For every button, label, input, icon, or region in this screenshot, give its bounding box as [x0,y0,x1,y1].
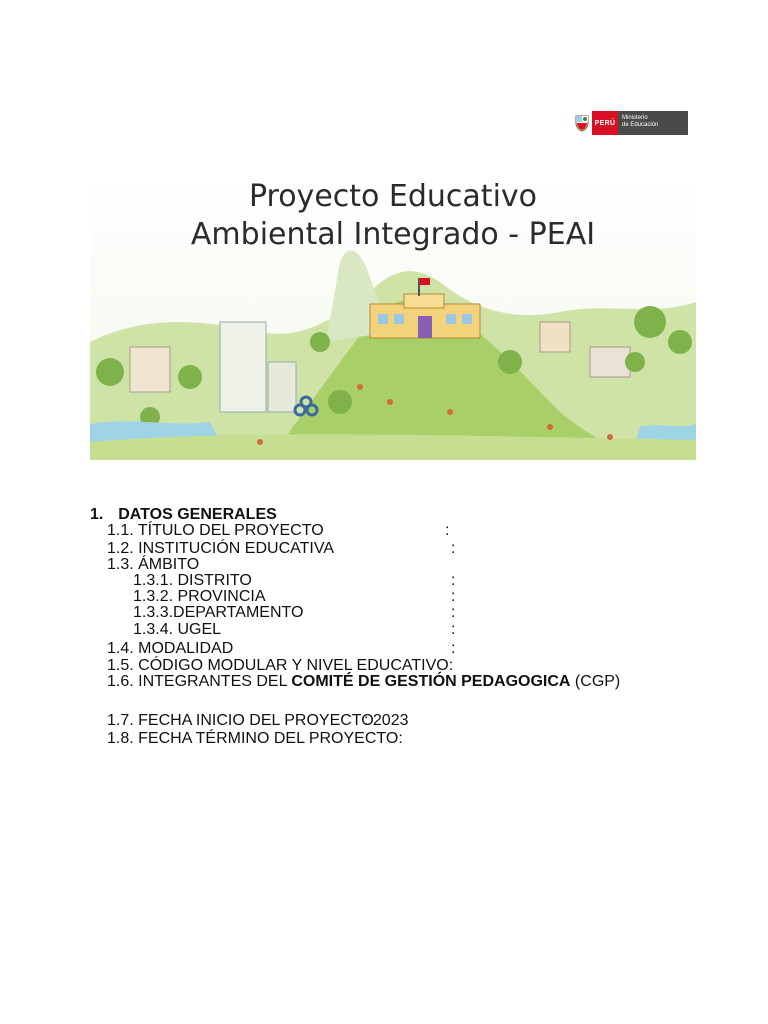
section-number: 1. [90,506,104,523]
field-separator: : [451,640,456,657]
field-label: 1.2. INSTITUCIÓN EDUCATIVA [107,540,334,557]
ministry-logo [572,111,688,135]
field-label-bold: COMITÉ DE GESTIÓN PEDAGOGICA [291,673,571,690]
title-line-1: Proyecto Educativo [248,179,538,214]
field-start-date [107,712,374,730]
field-label: 1.6. INTEGRANTES DEL [107,673,292,690]
field-label-suffix: (CGP) [570,673,621,690]
field-label: 1.3.2. PROVINCIA [133,588,266,605]
field-start-value: : 2023 [364,712,409,729]
field-label: 1.5. CÓDIGO MODULAR Y NIVEL EDUCATIVO [107,657,449,674]
field-separator: : [451,540,456,557]
field-modality [107,640,233,658]
field-label: 1.3.1. DISTRITO [133,572,252,589]
coat-of-arms-icon [572,111,592,135]
field-department [133,604,303,622]
field-label: 1.1. TÍTULO DEL PROYECTO [107,522,324,539]
field-label: 1.3.3.DEPARTAMENTO [133,604,304,621]
title-line-2: Ambiental Integrado - PEAI [190,217,596,252]
logo-ministry-label: Ministerio de Educación [618,111,688,135]
field-label: 1.3.4. UGEL [133,621,222,638]
field-label: 1.3. ÁMBITO [107,556,200,573]
field-label: 1.8. FECHA TÉRMINO DEL PROYECTO [107,730,399,747]
section-title: DATOS GENERALES [118,506,277,523]
field-label: 1.7. FECHA INICIO DEL PROYECTO [107,712,374,729]
field-separator: : [445,522,450,539]
field-label: 1.4. MODALIDAD [107,640,234,657]
document-title [90,178,696,254]
field-project-title [107,522,324,540]
field-separator: : [451,604,456,621]
field-end-date [107,730,403,748]
field-committee [107,673,620,691]
field-separator: : [448,657,454,674]
field-separator: : [398,730,403,747]
field-ugel [133,621,221,639]
field-separator: : [451,572,456,589]
logo-country-label: PERÚ [592,111,618,135]
field-separator: : [451,621,456,638]
field-separator: : [451,588,456,605]
